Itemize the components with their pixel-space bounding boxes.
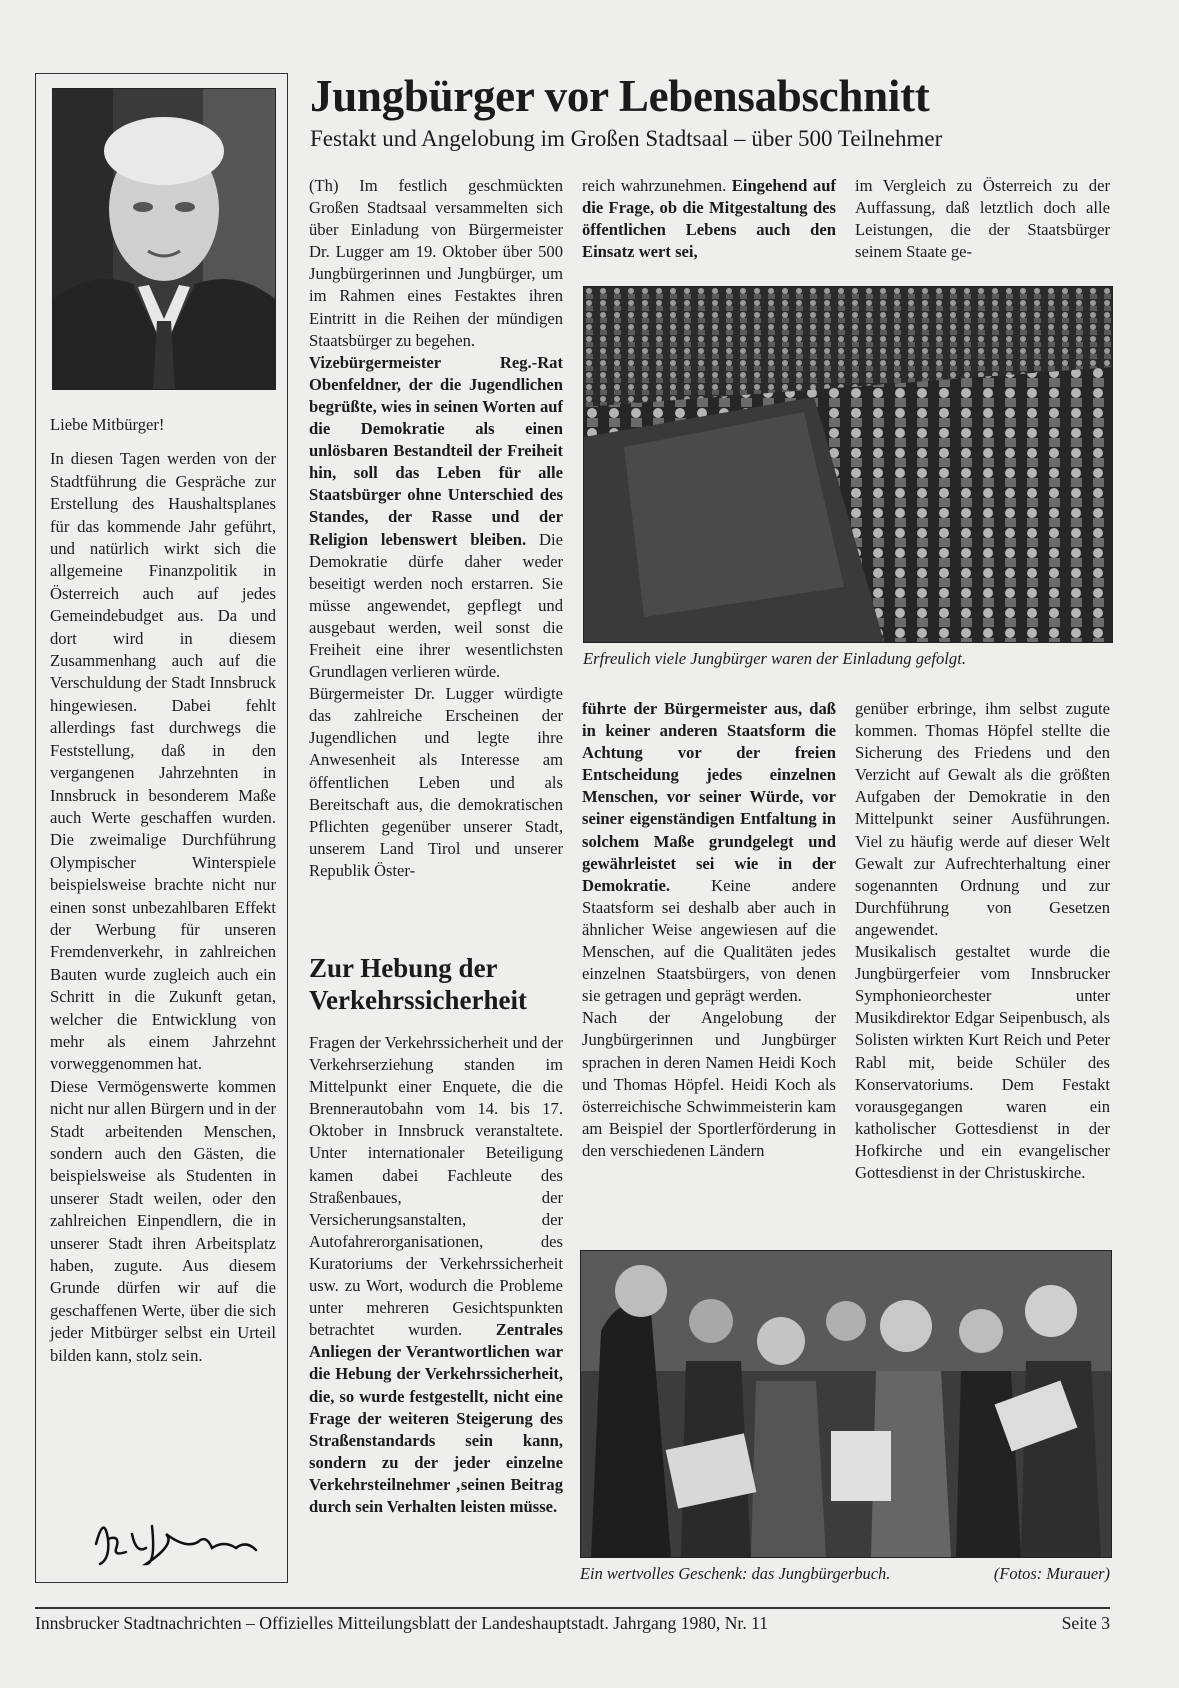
article-para-1: (Th) Im festlich geschmückten Großen Stadtsaal versammelten sich über Einladung von Bürgermeister Dr. Lugger am 19. Oktober über 500 Jungbürgerinnen und Jungbürger, um im Rahmen eines Festaktes ihren Eintritt in die Reihen der mündigen Staatsbürger zu begehen. bbox=[309, 176, 563, 350]
article-col2b-para-2: Nach der Angelobung der Jungbürgerinnen und Jungbürger sprachen in deren Namen Heidi Koch und Thomas Höpfel. Heidi Koch als österreichische Schwimmeisterin kam am Beispiel der Sportlerförderung in den verschiedenen Ländern bbox=[582, 1008, 836, 1160]
mayor-letter-text bbox=[50, 414, 276, 1367]
article-column-2-top bbox=[582, 175, 836, 263]
col2b-bold: führte der Bürgermeister aus, daß in keiner anderen Staatsform die Achtung vor der freien Entscheidung jedes einzelnen Menschen, vor seiner Würde, vor seiner eigenständigen Entfaltung in solchem Maße grundgelegt und gewährleistet sei wie in der Demokratie. bbox=[582, 699, 836, 895]
headline: Jungbürger vor Lebensabschnitt bbox=[310, 71, 930, 121]
traffic-text: Fragen der Verkehrssicherheit und der Verkehrserziehung standen im Mittelpunkt einer Enquete, die die Brennerautobahn vom 14. bis 17. Oktober in Innsbruck veranstaltete. Unter internationaler Beteiligung kamen dabei Fachleute des Straßenbaues, der Versicherungsanstalten, der Autofahrerorganisationen, des Kuratoriums der Verkehrssicherheit usw. zu Wort, wodurch die Probleme unter mehreren Gesichtspunkten betrachtet wurden. bbox=[309, 1033, 563, 1340]
footer-page-number: Seite 3 bbox=[1061, 1613, 1110, 1633]
article-column-3-bottom bbox=[855, 698, 1110, 1184]
subheadline: Festakt und Angelobung im Großen Stadtsaal – über 500 Teilnehmer bbox=[310, 126, 943, 151]
letter-paragraph-1: In diesen Tagen werden von der Stadtführung die Gespräche zur Erstellung des Haushaltsplanes für das kommende Jahr geführt, und natürlich wirkt sich die allgemeine Finanzpolitik in Österreich auch auf jedes Gemeindebudget aus. Da und dort wird in diesem Zusammenhang auch auf die Verschuldung der Stadt Innsbruck hingewiesen. Dabei fehlt allerdings fast durchwegs die Feststellung, daß in den vergangenen Jahrzehnten in Innsbruck in besonderem Maße auch Werte geschaffen wurden. Die zweimalige Durchführung Olympischer Winterspiele beispielsweise brachte nicht nur einen sonst unbezahlbaren Effekt der Werbung für unseren Fremdenverkehr, in zahlreichen Bauten wurde zugleich auch ein Schritt in die Zukunft getan, welcher die Entwicklung von mehr als einem Jahrzehnt vorweggenommen hat. bbox=[50, 449, 276, 1074]
article-column-2-bottom bbox=[582, 698, 836, 1162]
photo-credit: (Fotos: Murauer) bbox=[993, 1564, 1110, 1583]
footer-rule bbox=[35, 1607, 1110, 1609]
article-column-1 bbox=[309, 175, 563, 882]
article-para-2-rest: Die Demokratie dürfe daher weder beseitigt werden noch erstarren. Sie müsse angewendet, gepflegt und ausgebaut werden, weil sonst die Freiheit eine ihrer wesentlichsten Grundlagen verlieren würde. bbox=[309, 529, 563, 682]
article-para-2-bold: Vizebürgermeister Reg.-Rat Obenfeldner, der die Jugendlichen begrüßte, wies in seinen Worten auf die Demokratie als einen unlösbaren Bestandteil der Freiheit hin, soll das Leben für alle Staatsbürger ohne Unterschied des Standes, der Rasse und der Religion lebenswert bleiben. bbox=[309, 352, 563, 549]
article-col3-top: im Vergleich zu Österreich zu der Auffassung, daß letztlich doch alle Leistungen, die der Staatsbürger seinem Staate ge- bbox=[855, 176, 1110, 262]
page-footer bbox=[35, 1611, 1110, 1635]
traffic-text-bold: Zentrales Anliegen der Verantwortlichen war die Hebung der Verkehrssicherheit, die, so wurde festgestellt, nicht eine Frage der weiteren Steigerung des Straßenstandards sein kann, sondern zu der jeder einzelne Verkehrsteilnehmer ‚seinen Beitrag durch sein Verhalten leisten müsse. bbox=[309, 1320, 563, 1516]
group-caption-text: Ein wertvolles Geschenk: das Jungbürgerbuch. bbox=[580, 1564, 891, 1583]
section-heading-traffic: Zur Hebung der Verkehrssicherheit bbox=[309, 953, 527, 1015]
group-image bbox=[581, 1251, 1111, 1557]
article-col2-top bbox=[582, 175, 836, 263]
signature-image bbox=[86, 1504, 266, 1574]
letter-greeting: Liebe Mitbürger! bbox=[50, 415, 165, 434]
group-photo-caption bbox=[580, 1563, 1110, 1585]
col2b-rest: Keine andere Staatsform sei deshalb aber auch in ähnlicher Weise angewiesen auf die Menschen, auf die Qualitäten jedes einzelnen Staatsbürgers, von denen sie getragen und geprägt werden. bbox=[582, 875, 836, 1006]
hall-audience-photo bbox=[583, 286, 1113, 643]
article-column-3-top bbox=[855, 175, 1110, 263]
mayor-portrait-photo bbox=[52, 88, 276, 390]
hall-photo-caption: Erfreulich viele Jungbürger waren der Einladung gefolgt. bbox=[583, 649, 966, 668]
portrait-image bbox=[53, 89, 275, 389]
article-col2b-para-1 bbox=[582, 698, 836, 1007]
col2-top-plain: reich wahrzunehmen. bbox=[582, 176, 732, 195]
article-col3b-para-2: Musikalisch gestaltet wurde die Jungbürgerfeier vom Innsbrucker Symphonieorchester unter Musikdirektor Edgar Seipenbusch, als Solisten wirkten Kurt Reich und Peter Rabl mit, beide Schüler des Konservatoriums. Dem Festakt vorausgegangen waren ein katholischer Gottesdienst in der Hofkirche und ein evangelischer Gottesdienst in der Christuskirche. bbox=[855, 942, 1110, 1182]
traffic-paragraph bbox=[309, 1032, 563, 1518]
footer-publication: Innsbrucker Stadtnachrichten – Offizielles Mitteilungsblatt der Landeshauptstadt. Jahrgang 1980, Nr. 11 bbox=[35, 1613, 769, 1633]
article-para-3: Bürgermeister Dr. Lugger würdigte das zahlreiche Erscheinen der Jugendlichen und legte ihre Anwesenheit als Interesse am öffentlichen Leben und als Bereitschaft aus, die demokratischen Pflichten gegenüber unserer Stadt, unserem Land Tirol und unserer Republik Öster- bbox=[309, 684, 563, 880]
youth-book-photo bbox=[580, 1250, 1112, 1558]
letter-paragraph-2: Diese Vermögenswerte kommen nicht nur allen Bürgern und in der Stadt arbeitenden Menschen, sondern auch den Gästen, die beispielsweise als Studenten in unserer Stadt weilen, oder den zahlreichen Einpendlern, die in unserer Stadt ihren Arbeitsplatz haben, zugute. Aus diesem Grunde dürfen wir auf die geschaffenen Werte, über die sich jeder Mitbürger selbst ein Urteil bilden kann, stolz sein. bbox=[50, 1076, 276, 1365]
article-para-2 bbox=[309, 352, 563, 683]
traffic-article bbox=[309, 1032, 563, 1518]
article-col3b-para-1: genüber erbringe, ihm selbst zugute kommen. Thomas Höpfel stellte die Sicherung des Friedens und den Verzicht auf Gewalt als die größten Aufgaben der Demokratie in den Mittelpunkt seiner Ausführungen. Viel zu häufig werde auf dieser Welt Gewalt zur Aufrechterhaltung einer sogenannten Ordnung und zur Durchführung von Gesetzen angewendet. bbox=[855, 699, 1110, 939]
col2-top-bold: Eingehend auf die Frage, ob die Mitgestaltung des öffentlichen Lebens auch den Einsatz wert sei, bbox=[582, 176, 836, 262]
hall-image bbox=[584, 287, 1112, 642]
mayor-letter-box bbox=[35, 73, 288, 1583]
